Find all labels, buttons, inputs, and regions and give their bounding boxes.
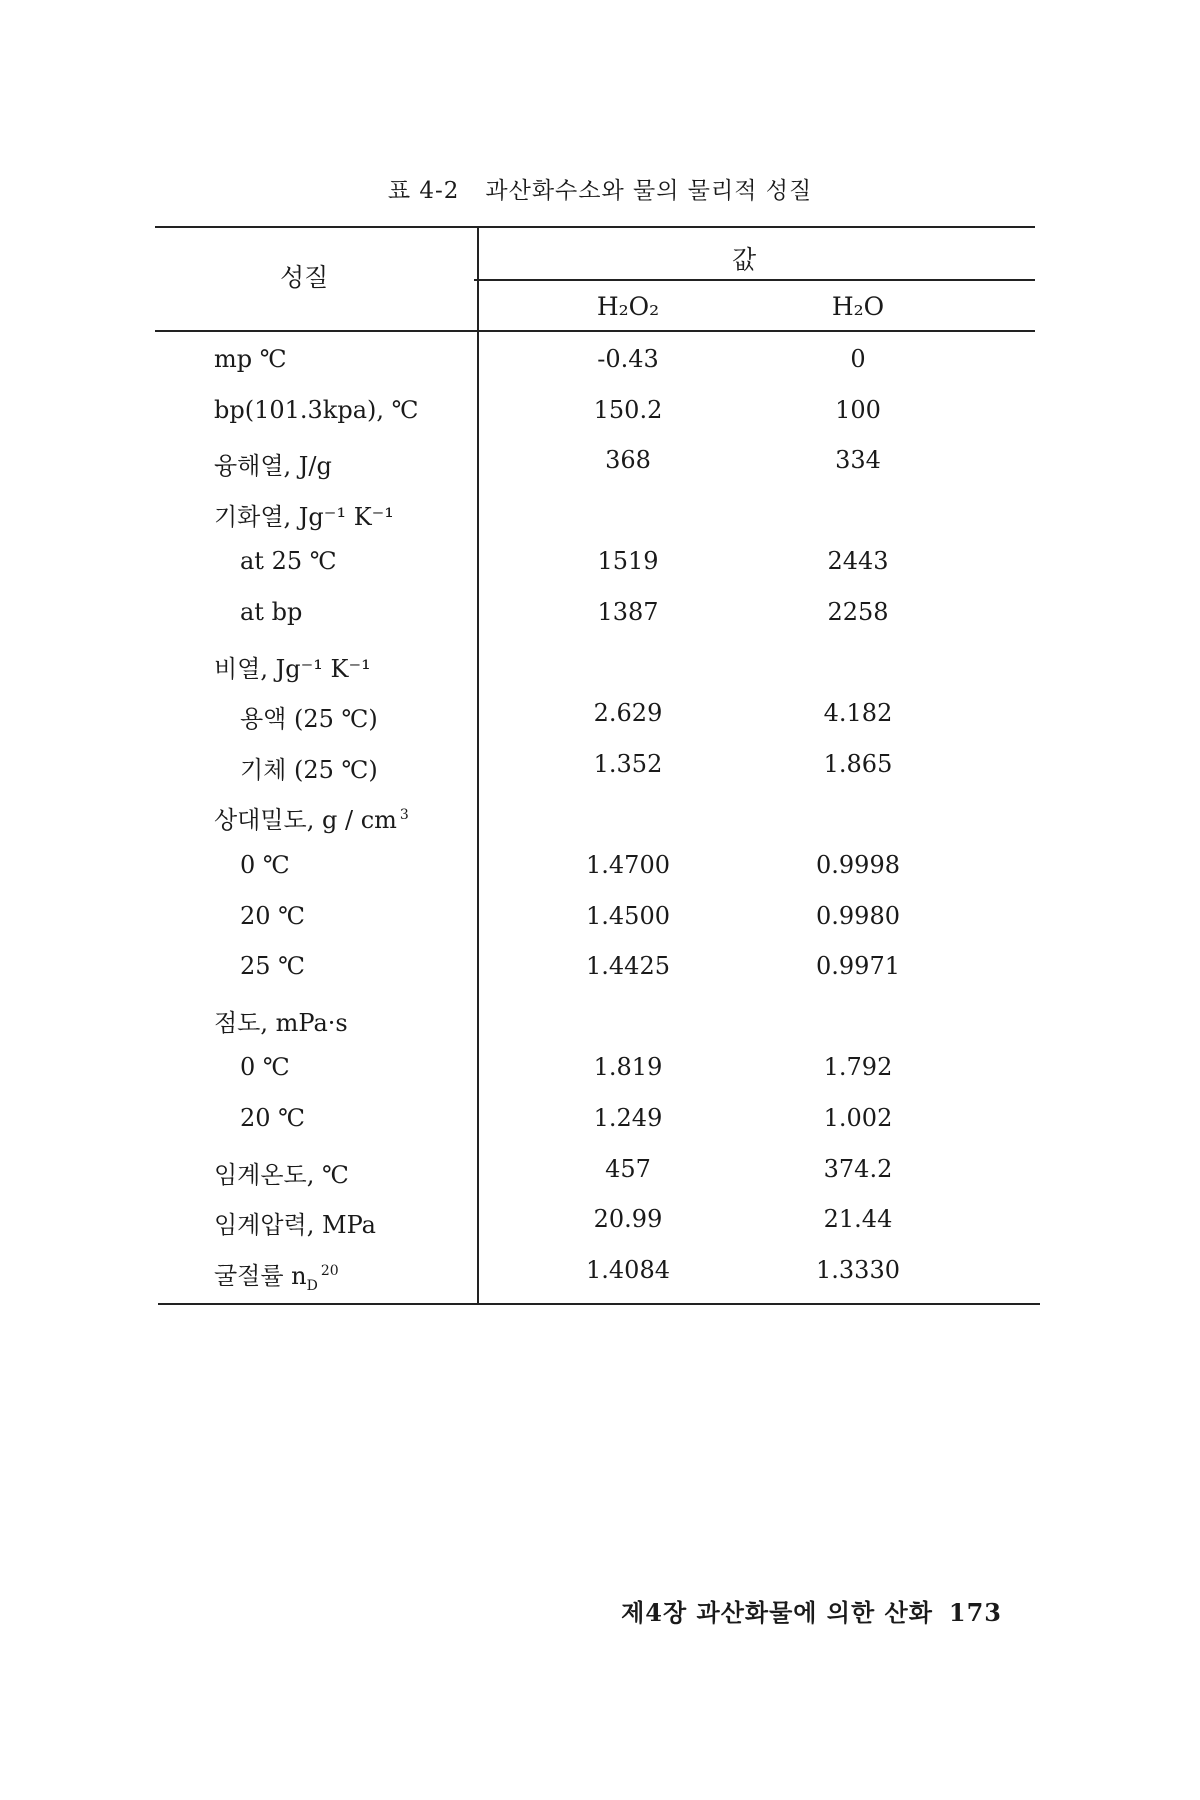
header-bottom-rule [155, 330, 1035, 332]
row-property [214, 649, 371, 684]
row-property-text: 임계온도, ℃ [214, 1160, 349, 1189]
cell-h2o: 100 [835, 395, 881, 424]
row-property [214, 1155, 349, 1190]
row-property [240, 547, 337, 575]
row-property [240, 952, 305, 980]
row-property [240, 699, 378, 734]
row-property-text: at bp [240, 598, 303, 626]
cell-h2o2: 150.2 [593, 395, 663, 424]
row-property-text: 25 ℃ [240, 952, 306, 981]
row-property [214, 1205, 376, 1240]
row-property-text: 용액 (25 ℃) [240, 705, 378, 734]
cell-h2o2: 457 [605, 1154, 651, 1183]
row-property-text: mp ℃ [214, 345, 287, 373]
row-property [214, 800, 409, 835]
table-title: 과산화수소와 물의 물리적 성질 [485, 178, 813, 204]
cell-h2o: 0.9971 [816, 952, 900, 981]
table-row [0, 738, 1200, 788]
row-property-text: 상대밀도, g / cm [214, 806, 397, 835]
row-property-text: at 25 ℃ [240, 547, 337, 576]
table-row [0, 687, 1200, 737]
table-caption [0, 172, 1200, 205]
header-col-h2o2: H₂O₂ [596, 292, 660, 321]
row-property [240, 902, 305, 930]
page-number: 173 [948, 1598, 1002, 1627]
table-row [0, 1193, 1200, 1243]
cell-h2o2: 1.4084 [586, 1255, 670, 1284]
table-row [0, 1143, 1200, 1193]
table-row [0, 485, 1200, 535]
cell-h2o: 1.865 [823, 749, 893, 778]
row-property-text: bp(101.3kpa), ℃ [214, 395, 419, 424]
cell-h2o2: 20.99 [593, 1205, 663, 1234]
row-property [240, 851, 290, 879]
table-row [0, 890, 1200, 940]
table-row [0, 1092, 1200, 1142]
row-property [214, 497, 394, 532]
cell-h2o2: 1.4500 [586, 901, 670, 930]
cell-h2o2: 1.4425 [586, 952, 670, 981]
chapter-title: 제4장 과산화물에 의한 산화 [621, 1598, 933, 1627]
row-property-superscript: 20 [320, 1262, 339, 1279]
row-property [240, 1104, 305, 1132]
table-row [0, 788, 1200, 838]
cell-h2o2: -0.43 [597, 345, 659, 373]
row-property-text: 점도, mPa·s [214, 1008, 348, 1037]
table-row [0, 384, 1200, 434]
row-property [214, 1003, 348, 1038]
cell-h2o2: 1519 [597, 547, 659, 576]
cell-h2o2: 1.352 [593, 749, 663, 778]
row-property [214, 396, 418, 424]
header-value: 값 [732, 245, 757, 274]
row-property-text: 20 ℃ [240, 1104, 306, 1132]
cell-h2o: 1.3330 [816, 1255, 900, 1284]
cell-h2o: 1.792 [823, 1053, 893, 1082]
table-row [0, 333, 1200, 383]
cell-h2o: 0.9998 [816, 851, 900, 879]
row-property-text: 0 ℃ [240, 1053, 290, 1082]
table-row [0, 637, 1200, 687]
row-property-text: 기체 (25 ℃) [240, 755, 378, 784]
cell-h2o: 4.182 [823, 699, 893, 728]
cell-h2o: 0.9980 [816, 901, 900, 930]
row-property [214, 1256, 339, 1294]
row-property-text: 비열, Jg⁻¹ K⁻¹ [214, 654, 371, 683]
row-property-text: 20 ℃ [240, 901, 306, 930]
table-row [0, 434, 1200, 484]
cell-h2o2: 1387 [597, 598, 659, 626]
row-property [214, 345, 287, 373]
row-property-subscript: D [306, 1277, 318, 1294]
cell-h2o2: 368 [605, 446, 651, 475]
table-row [0, 586, 1200, 636]
row-property [214, 446, 332, 481]
cell-h2o2: 1.249 [593, 1104, 663, 1132]
table-label: 표 4-2 [387, 178, 460, 204]
table-row [0, 1244, 1200, 1294]
row-property-superscript: 3 [399, 807, 409, 824]
page-footer [621, 1593, 1002, 1628]
cell-h2o: 2443 [827, 547, 889, 576]
cell-h2o: 21.44 [823, 1205, 893, 1234]
header-col-h2o: H₂O [831, 292, 885, 321]
table-row [0, 535, 1200, 585]
cell-h2o: 374.2 [823, 1154, 893, 1183]
cell-h2o: 1.002 [823, 1104, 893, 1132]
row-property-text: 0 ℃ [240, 851, 290, 879]
row-property [240, 750, 378, 785]
header-sub-rule [474, 279, 1035, 281]
cell-h2o: 2258 [827, 598, 889, 626]
table-row [0, 940, 1200, 990]
cell-h2o: 334 [835, 446, 881, 475]
row-property [240, 1053, 290, 1081]
cell-h2o: 0 [850, 345, 866, 373]
table-row [0, 1041, 1200, 1091]
table-row [0, 991, 1200, 1041]
row-property-text: 굴절률 n [214, 1261, 307, 1290]
table-top-rule [155, 226, 1035, 228]
row-property-text: 융해열, J/g [214, 452, 332, 481]
cell-h2o2: 2.629 [593, 699, 663, 728]
cell-h2o2: 1.4700 [586, 851, 670, 879]
table-bottom-rule [158, 1303, 1040, 1305]
header-property: 성질 [280, 263, 329, 292]
row-property [240, 598, 302, 626]
row-property-text: 임계압력, MPa [214, 1211, 376, 1240]
table-row [0, 839, 1200, 889]
cell-h2o2: 1.819 [593, 1053, 663, 1082]
row-property-text: 기화열, Jg⁻¹ K⁻¹ [214, 502, 394, 531]
